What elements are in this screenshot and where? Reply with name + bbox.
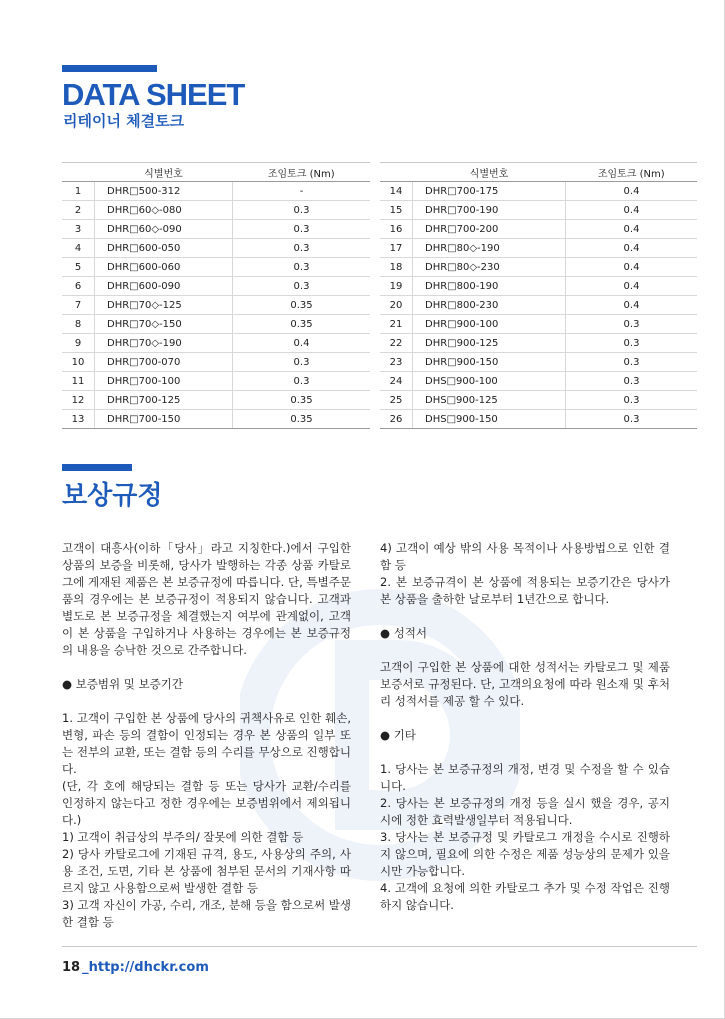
row-number: 1 bbox=[62, 182, 95, 201]
row-number: 12 bbox=[62, 391, 95, 410]
table-row bbox=[62, 220, 370, 239]
column-header-no bbox=[62, 163, 95, 182]
table-row bbox=[62, 296, 370, 315]
table-row bbox=[380, 334, 697, 353]
part-id: DHR□700-125 bbox=[95, 391, 233, 410]
torque-value: - bbox=[233, 182, 371, 201]
row-number: 6 bbox=[62, 277, 95, 296]
table-row bbox=[380, 353, 697, 372]
table-body bbox=[380, 182, 697, 429]
table-row bbox=[62, 353, 370, 372]
torque-value: 0.3 bbox=[233, 258, 371, 277]
part-id: DHR□70◇-190 bbox=[95, 334, 233, 353]
part-id: DHR□700-150 bbox=[95, 410, 233, 429]
row-number: 20 bbox=[380, 296, 413, 315]
row-number: 2 bbox=[62, 201, 95, 220]
warranty-column-right bbox=[380, 540, 670, 914]
row-number: 15 bbox=[380, 201, 413, 220]
torque-value: 0.3 bbox=[566, 353, 698, 372]
table-header-row bbox=[380, 163, 697, 182]
part-id: DHS□900-100 bbox=[413, 372, 566, 391]
table-row bbox=[62, 182, 370, 201]
table-row bbox=[62, 410, 370, 429]
table-row bbox=[380, 239, 697, 258]
torque-value: 0.35 bbox=[233, 410, 371, 429]
table-row bbox=[62, 239, 370, 258]
table-row bbox=[62, 201, 370, 220]
row-number: 24 bbox=[380, 372, 413, 391]
torque-value: 0.3 bbox=[233, 220, 371, 239]
report-body: 고객이 구입한 본 상품에 대한 성적서는 카탈로그 및 제품보증서로 규정된다. 단, 고객의요청에 따라 원소재 및 후처리 성적서를 제공 할 수 있다. bbox=[380, 660, 670, 708]
row-number: 26 bbox=[380, 410, 413, 429]
torque-value: 0.4 bbox=[566, 277, 698, 296]
warranty-column-left bbox=[62, 540, 351, 931]
part-id: DHR□900-150 bbox=[413, 353, 566, 372]
scope-heading: ● 보증범위 및 보증기간 bbox=[62, 677, 183, 691]
table-row bbox=[62, 334, 370, 353]
part-id: DHR□800-230 bbox=[413, 296, 566, 315]
table-row bbox=[380, 277, 697, 296]
torque-value: 0.3 bbox=[566, 391, 698, 410]
part-id: DHR□700-175 bbox=[413, 182, 566, 201]
part-id: DHR□700-190 bbox=[413, 201, 566, 220]
torque-value: 0.3 bbox=[566, 372, 698, 391]
torque-table-left bbox=[62, 162, 370, 429]
row-number: 25 bbox=[380, 391, 413, 410]
row-number: 18 bbox=[380, 258, 413, 277]
accent-bar bbox=[62, 65, 157, 72]
row-number: 14 bbox=[380, 182, 413, 201]
part-id: DHR□80◇-190 bbox=[413, 239, 566, 258]
torque-value: 0.35 bbox=[233, 315, 371, 334]
torque-table-right bbox=[380, 162, 697, 429]
torque-value: 0.4 bbox=[233, 334, 371, 353]
row-number: 21 bbox=[380, 315, 413, 334]
torque-value: 0.3 bbox=[566, 410, 698, 429]
part-id: DHR□60◇-080 bbox=[95, 201, 233, 220]
table-body bbox=[62, 182, 370, 429]
website-link[interactable]: _http://dhckr.com bbox=[82, 960, 209, 975]
torque-value: 0.4 bbox=[566, 182, 698, 201]
table-row bbox=[62, 315, 370, 334]
scope-body: 1. 고객이 구입한 본 상품에 당사의 귀책사유로 인한 훼손, 변형, 파손 등의 결함이 인정되는 경우 본 상품의 일부 또는 전부의 교환, 또는 결함 등의 수리를 무상으로 진행합니다. (단, 각 호에 해당되는 결함 등 또는 당사가 교환/수리를 인정하지 않는다고 정한 경우에는 보증범위에서 제외됩니다.) 1) 고객이 취급상의 부주의/ 잘못에 의한 결함 등 2) 당사 카탈로그에 기재된 규격, 용도, 사용상의 주의, 사용 조건, 도면, 기타 본 상품에 첨부된 문서의 기재사항 따르지 않고 사용함으로써 발생한 결함 등 3) 고객 자신이 가공, 수리, 개조, 분해 등을 함으로써 발생한 결함 등 bbox=[62, 711, 351, 929]
part-id: DHS□900-125 bbox=[413, 391, 566, 410]
column-header-torque: 조임토크 (Nm) bbox=[233, 163, 371, 182]
torque-value: 0.4 bbox=[566, 296, 698, 315]
torque-value: 0.3 bbox=[233, 277, 371, 296]
row-number: 5 bbox=[62, 258, 95, 277]
torque-value: 0.4 bbox=[566, 201, 698, 220]
row-number: 8 bbox=[62, 315, 95, 334]
part-id: DHR□700-200 bbox=[413, 220, 566, 239]
torque-value: 0.4 bbox=[566, 239, 698, 258]
page-number: 18 bbox=[62, 960, 81, 975]
part-id: DHR□70◇-150 bbox=[95, 315, 233, 334]
scope-continued: 4) 고객이 예상 밖의 사용 목적이나 사용방법으로 인한 결함 등 2. 본 보증규격이 본 상품에 적용되는 보증기간은 당사가 본 상품을 출하한 날로부터 1년간으로 합니다. bbox=[380, 541, 670, 606]
torque-value: 0.35 bbox=[233, 296, 371, 315]
footer bbox=[62, 960, 209, 976]
torque-value: 0.4 bbox=[566, 220, 698, 239]
row-number: 3 bbox=[62, 220, 95, 239]
row-number: 22 bbox=[380, 334, 413, 353]
table-row bbox=[380, 410, 697, 429]
torque-value: 0.3 bbox=[233, 239, 371, 258]
part-id: DHR□600-060 bbox=[95, 258, 233, 277]
column-header-id: 식별번호 bbox=[413, 163, 566, 182]
row-number: 19 bbox=[380, 277, 413, 296]
table-row bbox=[380, 258, 697, 277]
torque-value: 0.3 bbox=[566, 334, 698, 353]
part-id: DHR□600-090 bbox=[95, 277, 233, 296]
row-number: 17 bbox=[380, 239, 413, 258]
page-title: DATA SHEET bbox=[62, 77, 245, 112]
other-body: 1. 당사는 본 보증규정의 개정, 변경 및 수정을 할 수 있습니다. 2. 당사는 본 보증규정의 개정 등을 실시 했을 경우, 공지 시에 정한 효력발생일부터 적용됩니다. 3. 당사는 본 보증규정 및 카탈로그 개정을 수시로 진행하지 않으며, 필요에 의한 수정은 제품 성능상의 문제가 있을 시만 가능합니다. 4. 고객에 요청에 의한 카탈로그 추가 및 수정 작업은 진행하지 않습니다. bbox=[380, 762, 670, 912]
column-header-no bbox=[380, 163, 413, 182]
other-heading: ● 기타 bbox=[380, 728, 416, 742]
row-number: 13 bbox=[62, 410, 95, 429]
row-number: 4 bbox=[62, 239, 95, 258]
torque-value: 0.3 bbox=[566, 315, 698, 334]
part-id: DHR□900-125 bbox=[413, 334, 566, 353]
table-row bbox=[380, 315, 697, 334]
table-header-row bbox=[62, 163, 370, 182]
torque-value: 0.35 bbox=[233, 391, 371, 410]
table-row bbox=[380, 220, 697, 239]
torque-value: 0.3 bbox=[233, 353, 371, 372]
column-header-torque: 조임토크 (Nm) bbox=[566, 163, 698, 182]
row-number: 16 bbox=[380, 220, 413, 239]
column-header-id: 식별번호 bbox=[95, 163, 233, 182]
table-row bbox=[380, 201, 697, 220]
part-id: DHR□80◇-230 bbox=[413, 258, 566, 277]
warranty-title: 보상규정 bbox=[62, 481, 163, 511]
part-id: DHS□900-150 bbox=[413, 410, 566, 429]
table-row bbox=[62, 391, 370, 410]
table-row bbox=[380, 372, 697, 391]
torque-value: 0.4 bbox=[566, 258, 698, 277]
part-id: DHR□600-050 bbox=[95, 239, 233, 258]
warranty-intro: 고객이 대흥사(이하「당사」라고 지칭한다.)에서 구입한 상품의 보증을 비롯해, 당사가 발행하는 각종 상품 카탈로그에 게재된 제품은 본 보증규정에 따릅니다. 단, 특별주문품의 경우에는 본 보증규정이 적용되지 않습니다. 고객과 별도로 본 보증규정을 체결했는지 여부에 관계없이, 고객이 본 상품을 구입하거나 사용하는 경우에는 본 보증규정의 내용을 승낙한 것으로 간주합니다. bbox=[62, 541, 351, 657]
part-id: DHR□900-100 bbox=[413, 315, 566, 334]
page-subtitle: 리테이너 체결토크 bbox=[63, 112, 185, 130]
table-row bbox=[62, 277, 370, 296]
part-id: DHR□60◇-090 bbox=[95, 220, 233, 239]
table-row bbox=[380, 296, 697, 315]
footer-divider bbox=[62, 946, 697, 947]
row-number: 10 bbox=[62, 353, 95, 372]
row-number: 9 bbox=[62, 334, 95, 353]
report-heading: ● 성적서 bbox=[380, 626, 428, 640]
accent-bar bbox=[62, 464, 132, 471]
part-id: DHR□500-312 bbox=[95, 182, 233, 201]
row-number: 23 bbox=[380, 353, 413, 372]
part-id: DHR□800-190 bbox=[413, 277, 566, 296]
row-number: 7 bbox=[62, 296, 95, 315]
table-row bbox=[380, 391, 697, 410]
row-number: 11 bbox=[62, 372, 95, 391]
torque-value: 0.3 bbox=[233, 201, 371, 220]
table-row bbox=[62, 258, 370, 277]
part-id: DHR□700-100 bbox=[95, 372, 233, 391]
table-row bbox=[380, 182, 697, 201]
part-id: DHR□70◇-125 bbox=[95, 296, 233, 315]
torque-value: 0.3 bbox=[233, 372, 371, 391]
table-row bbox=[62, 372, 370, 391]
part-id: DHR□700-070 bbox=[95, 353, 233, 372]
